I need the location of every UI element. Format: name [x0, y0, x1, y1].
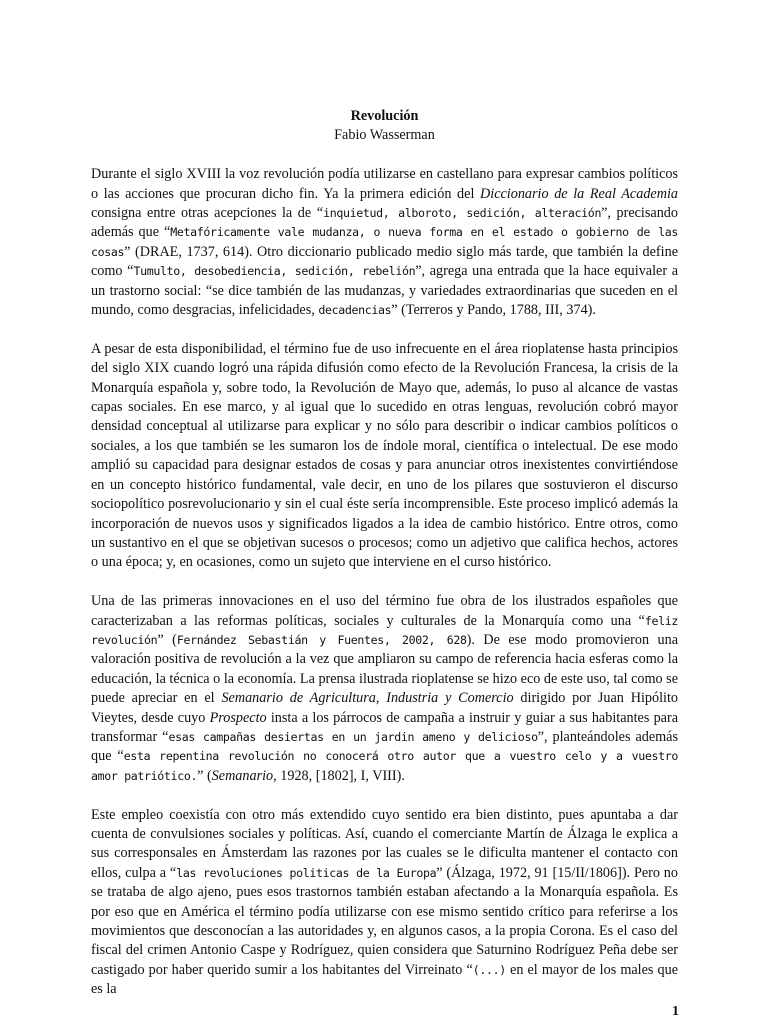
paragraph — [91, 592, 678, 786]
document-author: Fabio Wasserman — [334, 127, 435, 144]
text-run: ”, planteándoles además que “ — [91, 728, 678, 765]
italic-title: Semanario — [211, 767, 274, 784]
italic-title: Semanario de Agricultura, Industria y Comercio — [221, 690, 514, 707]
quoted-text: decadencias — [318, 303, 392, 318]
quoted-text: inquietud, alboroto, sedición, alteración — [323, 206, 602, 221]
text-run: A pesar de esta disponibilidad, el término fue de uso infrecuente en el área rioplatense hasta principios del siglo XIX cuando logró una rápida difusión como efecto de la Revolución Francesa, la crisis de la Monarquía española y, sobre todo, la Revolución de Mayo que, además, lo puso al alcance de vastas capas sociales. En ese marco, y al igual que lo sucedido en otras lenguas, revolución cobró mayor densidad conceptual al utilizarse para explicar y no sólo para describir o indicar cambios políticos o sociales, a los que también se les sumaron los de índole moral, científica o intelectual. De ese modo amplió su capacidad para designar estados de cosas y para anunciar otros inexistentes convirtiéndose en un concepto histórico fundamental, vale decir, en uno de los pilares que sostuvieron el discurso sociopolítico posrevolucionario y sin el cual éste sería incomprensible. Este proceso implicó además la incorporación de nuevos usos y significados ligados a la idea de cambio histórico. Entre otros, como un sustantivo en el que se objetivan sucesos o procesos; como un adjetivo que califica hechos, actores o una época; y, en ocasiones, como un sujeto que interviene en el curso histórico. — [91, 340, 678, 571]
text-run: ” (Terreros y Pando, 1788, III, 374). — [391, 302, 596, 319]
quoted-text: feliz revolución — [91, 613, 678, 647]
text-run: ). De ese modo promovieron una valoración positiva de revolución a la vez que ampliaron su campo de referencia hacia esferas como la educación, la técnica o la economía. La prensa ilustrada rioplatense se hizo eco de este uso, tal como se puede apreciar en el — [91, 631, 678, 707]
text-run: ” ( — [157, 631, 177, 648]
italic-title: Diccionario de la Real Academia — [480, 185, 678, 202]
text-run: , 1928, [1802], I, VIII). — [273, 767, 405, 784]
text-run: ” (DRAE, 1737, 614). Otro diccionario publicado medio siglo más tarde, que también la define como “ — [91, 243, 678, 280]
text-run: Una de las primeras innovaciones en el uso del término fue obra de los ilustrados españoles que caracterizaban a las reformas políticas, sociales y culturales de la Monarquía como una “ — [91, 593, 678, 629]
text-run: insta a los párrocos de campaña a instruir y guiar a sus habitantes para transformar “ — [91, 709, 679, 745]
text-run: ”, agrega una entrada que la hace equivaler a un trastorno social: “se dice también de las mudanzas, y variedades extraordinarias que suceden en el mundo, como desgracias, infelicidades, — [91, 263, 678, 319]
paragraph — [91, 165, 678, 320]
text-run: dirigido por Juan Hipólito Vieytes, desde cuyo — [91, 690, 678, 726]
text-run: en el mayor de los males que es la — [91, 961, 678, 998]
quoted-text: Metafóricamente vale mudanza, o nueva forma en el estado o gobierno de las cosas — [91, 225, 679, 259]
italic-title: Prospecto — [209, 709, 267, 726]
paragraph — [91, 340, 678, 573]
text-run: consigna entre otras acepciones la de “ — [91, 205, 324, 222]
text-run: Este empleo coexistía con otro más extendido cuyo sentido era bien distinto, pues apuntaba a dar cuenta de convulsiones sociales y políticas. Así, cuando el comerciante Martín de Álzaga le explica a sus corresponsales en Ámsterdam las razones por las cuales se le dificulta mantener el contacto con ellos, culpa a “ — [91, 806, 678, 881]
page-number: 1 — [672, 1004, 679, 1019]
quoted-text: (...) — [472, 962, 506, 977]
text-run: Durante el siglo XVIII la voz revolución podía utilizarse en castellano para expresar cambios políticos o las acciones que procuran dicho fin. Ya la primera edición del — [91, 166, 678, 202]
quoted-text: Fernández Sebastián y Fuentes, 2002, 628 — [176, 632, 467, 647]
document-title: Revolución — [350, 108, 419, 124]
text-run: ” (Álzaga, 1972, 91 [15/II/1806]). Pero no se trataba de algo ajeno, pues esos trastornos también estaban afectando a la Monarquía española. Es por eso que en América el término podía utilizarse con ese mismo sentido crítico para referirse a los movimientos que desconocían a las autoridades y, en algunos casos, a la propia Corona. Es el caso del fiscal del crimen Antonio Caspe y Rodríguez, quien considera que Saturnino Rodríguez Peña debe ser castigado por haber querido sumir a los habitantes del Virreinato “ — [91, 864, 678, 978]
quoted-text: Tumulto, desobediencia, sedición, rebelión — [133, 264, 416, 279]
document-body — [91, 165, 678, 999]
quoted-text: las revoluciones politicas de la Europa — [176, 865, 437, 880]
text-run: ”, precisando además que “ — [91, 205, 678, 241]
paragraph — [91, 806, 678, 1000]
document-page — [91, 107, 678, 1019]
text-run: ” ( — [197, 767, 212, 784]
quoted-text: esta repentina revolución no conocerá otro autor que a vuestro celo y a vuestro amor patriótico. — [91, 749, 678, 783]
quoted-text: esas campañas desiertas en un jardin ameno y delicioso — [168, 729, 538, 744]
